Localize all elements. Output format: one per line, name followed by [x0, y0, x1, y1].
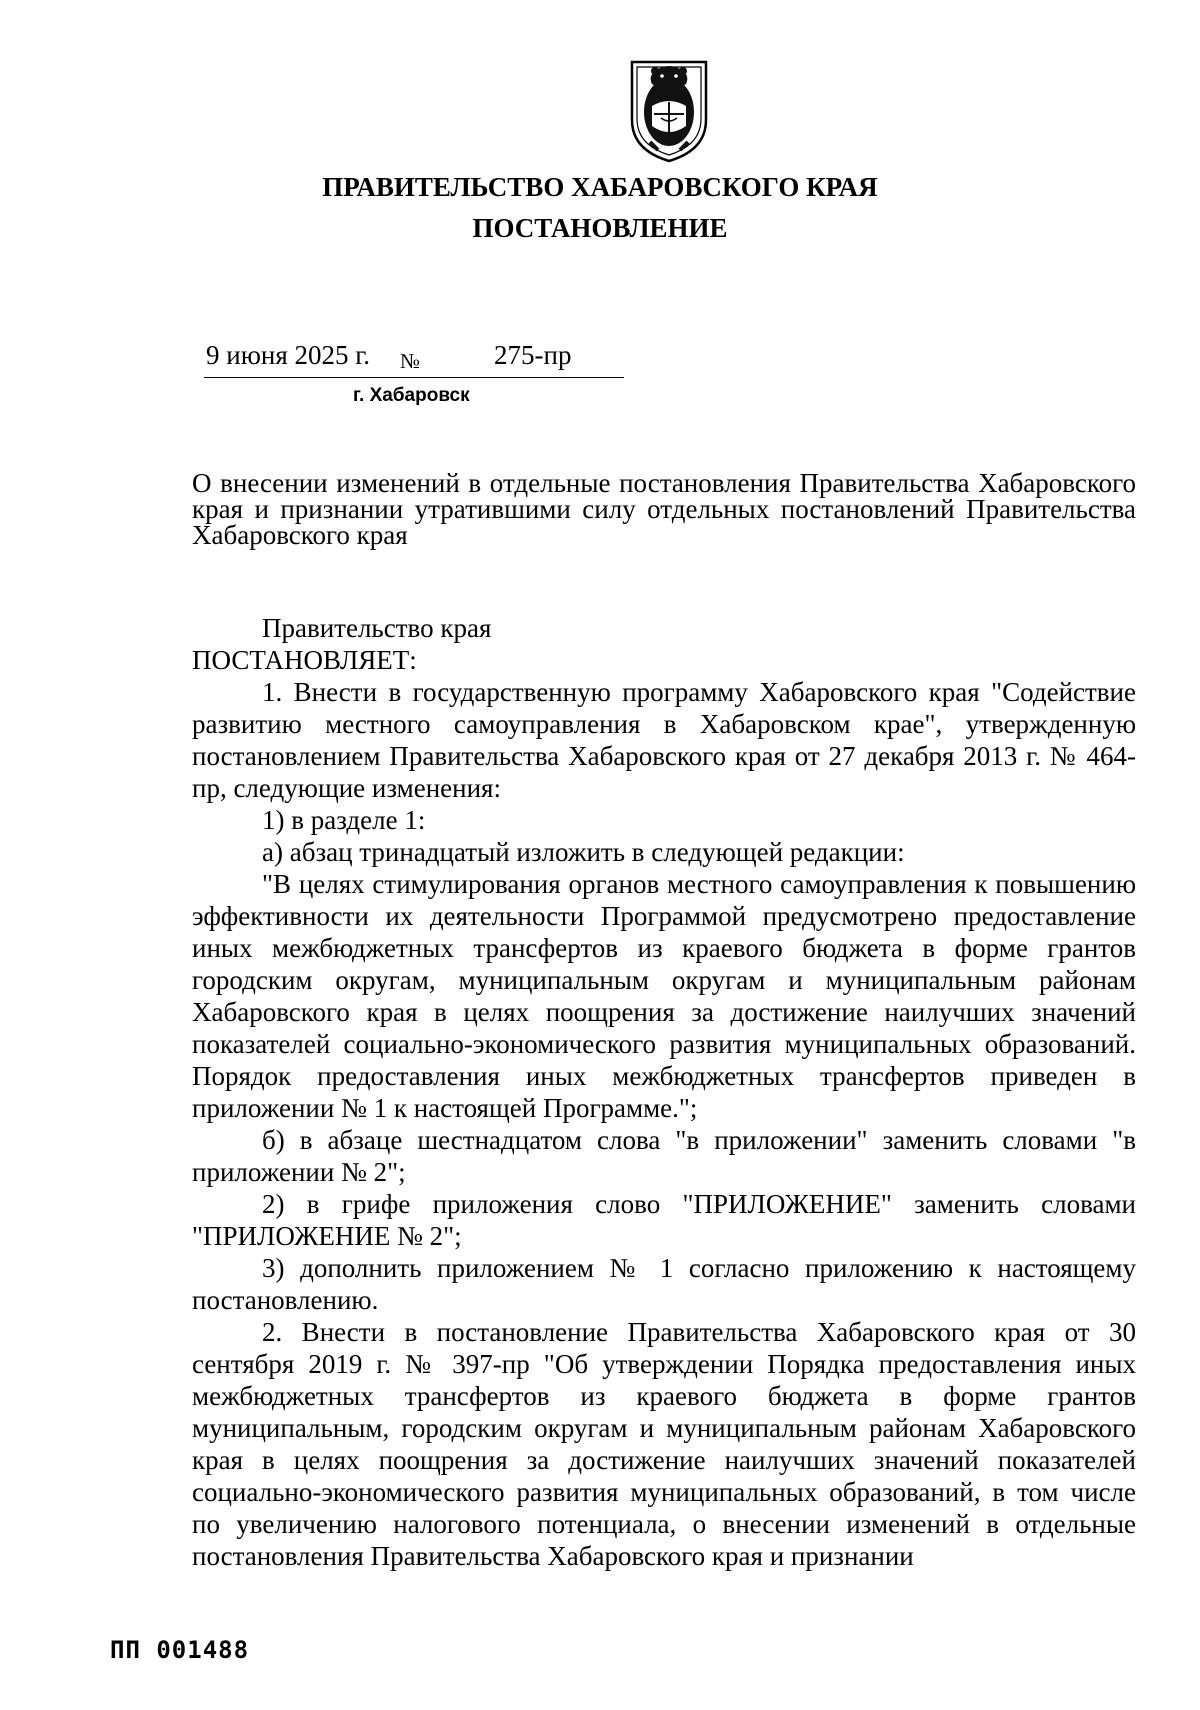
- issuing-city: г. Хабаровск: [353, 385, 470, 406]
- authority-title: ПРАВИТЕЛЬСТВО ХАБАРОВСКОГО КРАЯ: [322, 172, 878, 202]
- document-type-title: ПОСТАНОВЛЕНИЕ: [472, 213, 728, 243]
- document-body: [192, 612, 1136, 1572]
- form-serial-code: ПП 001488: [110, 1636, 250, 1664]
- number-sign: №: [400, 349, 421, 373]
- paragraph-item-1: 1. Внести в государственную программу Хабаровского края "Содействие развитию местного самоуправления в Хабаровском крае", утвержденную постановлением Правительства Хабаровского края от 27 декабря 2013 г. № 464-пр, следующие изменения:: [192, 677, 1136, 803]
- date-number-row: [204, 340, 624, 380]
- coat-of-arms-icon: [628, 58, 710, 164]
- date-number-underline: [204, 377, 624, 378]
- paragraph-subitem-1b: б) в абзаце шестнадцатом слова "в приложении" заменить словами "в приложении № 2";: [192, 1125, 1136, 1187]
- paragraph-subitem-2: 2) в грифе приложения слово "ПРИЛОЖЕНИЕ" заменить словами "ПРИЛОЖЕНИЕ № 2";: [192, 1189, 1136, 1251]
- document-subject: О внесении изменений в отдельные постановления Правительства Хабаровского края и признании утратившими силу отдельных постановлений Правительства Хабаровского края: [192, 468, 1136, 550]
- paragraph-item-2: 2. Внести в постановление Правительства Хабаровского края от 30 сентября 2019 г. № 397-пр "Об утверждении Порядка предоставления иных межбюджетных трансфертов из краевого бюджета в форме грантов муниципальным, городским округам и муниципальным районам Хабаровского края в целях поощрения за достижение наилучших значений показателей социально-экономического развития муниципальных образований, в том числе по увеличению налогового потенциала, о внесении изменений в отдельные постановления Правительства Хабаровского края и признании: [192, 1317, 1136, 1571]
- document-date: 9 июня 2025 г.: [206, 340, 371, 370]
- paragraph-subitem-3: 3) дополнить приложением № 1 согласно приложению к настоящему постановлению.: [192, 1253, 1136, 1315]
- paragraph-subitem-1a: а) абзац тринадцатый изложить в следующей редакции:: [262, 837, 905, 867]
- paragraph-subitem-1: 1) в разделе 1:: [262, 805, 426, 835]
- document-number: 275-пр: [494, 340, 572, 370]
- paragraph-resolves: ПОСТАНОВЛЯЕТ:: [192, 645, 417, 675]
- paragraph-government: Правительство края: [262, 613, 492, 643]
- paragraph-quoted-text: "В целях стимулирования органов местного самоуправления к повышению эффективности их деятельности Программой предусмотрено предоставление иных межбюджетных трансфертов из краевого бюджета в форме грантов городским округам, муниципальным округам и муниципальным районам Хабаровского края в целях поощрения за достижение наилучших значений показателей социально-экономического развития муниципальных образований. Порядок предоставления иных межбюджетных трансфертов приведен в приложении № 1 к настоящей Программе.";: [192, 869, 1136, 1123]
